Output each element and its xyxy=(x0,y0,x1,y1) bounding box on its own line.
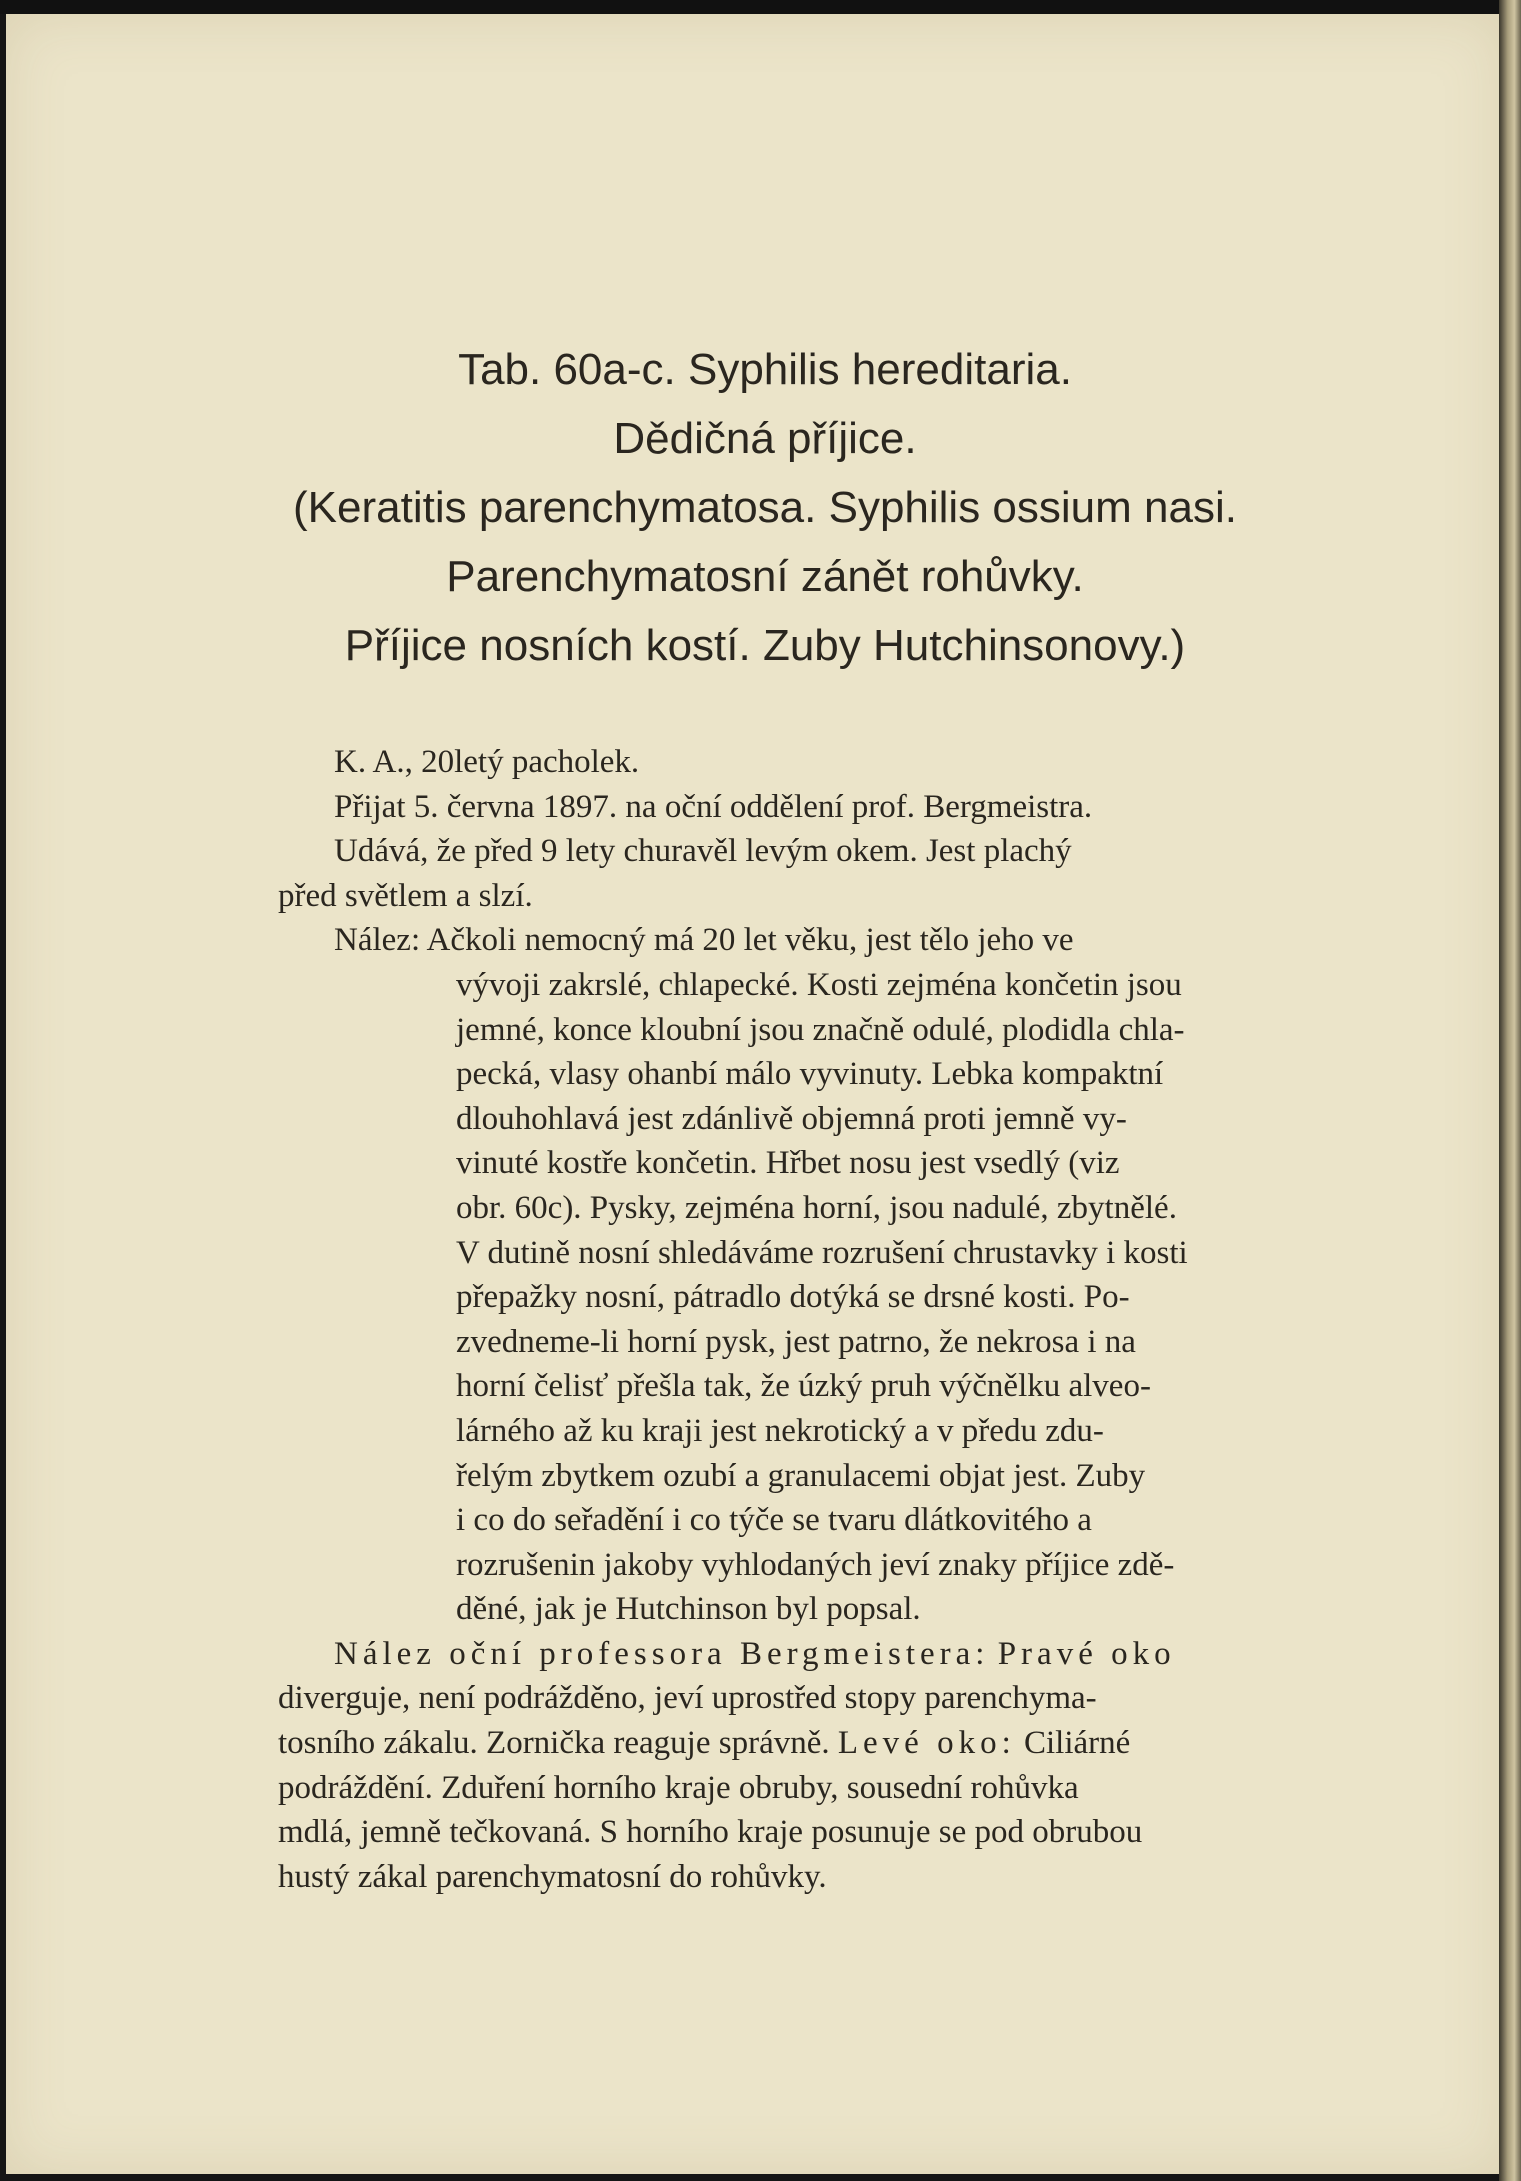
finding-line-11: horní čelisť přešla tak, že úzký pruh výčnělku alveo- xyxy=(456,1368,1151,1405)
title-line-3: (Keratitis parenchymatosa. Syphilis ossium nasi. xyxy=(293,483,1237,532)
eye-finding-line-5: mdlá, jemně tečkovaná. S horního kraje posunuje se pod obrubou xyxy=(278,1814,1143,1851)
finding-line-3: jemné, konce kloubní jsou značně odulé, plodidla chla- xyxy=(456,1011,1185,1048)
eye-finding-line-2: diverguje, není podrážděno, jeví uprostřed stopy parenchyma- xyxy=(278,1680,1097,1717)
eye-finding-text-3a: tosního zákalu. Zornička reaguje správně. xyxy=(278,1725,830,1762)
title-line-4: Parenchymatosní zánět rohůvky. xyxy=(446,552,1084,601)
eye-finding-line-3 xyxy=(278,1721,1348,1766)
finding-line-12: lárného až ku kraji jest nekrotický a v předu zdu- xyxy=(456,1412,1104,1449)
title-line-5: Příjice nosních kostí. Zuby Hutchinsonovy.) xyxy=(344,621,1186,670)
finding-line-4: pecká, vlasy ohanbí málo vyvinuty. Lebka kompaktní xyxy=(456,1056,1164,1093)
history-line-2: před světlem a slzí. xyxy=(278,877,533,914)
finding-line-9: přepažky nosní, pátradlo dotýká se drsné kosti. Po- xyxy=(456,1279,1130,1316)
plate-title-block xyxy=(200,335,1330,680)
finding-line-5: dlouhohlavá jest zdánlivě objemná proti jemně vy- xyxy=(456,1100,1127,1137)
finding-line-7: obr. 60c). Pysky, zejména horní, jsou nadulé, zbytnělé. xyxy=(456,1189,1177,1226)
title-line-2: Dědičná příjice. xyxy=(613,414,917,463)
history-line-1 xyxy=(278,829,1348,874)
title-line-1: Tab. 60a-c. Syphilis hereditaria. xyxy=(458,345,1072,394)
finding-line-10: zvedneme-li horní pysk, jest patrno, že nekrosa i na xyxy=(456,1323,1136,1360)
admission-line: Přijat 5. června 1897. na oční oddělení prof. Bergmeistra. xyxy=(334,788,1093,825)
finding-line-14: i co do seřadění i co týče se tvaru dlátkovitého a xyxy=(456,1502,1092,1539)
eye-finding-line-1 xyxy=(278,1632,1348,1677)
history-text-1: Udává, že před 9 lety churavěl levým okem. Jest plachý xyxy=(334,833,1072,870)
patient-line: K. A., 20letý pacholek. xyxy=(334,744,640,780)
finding-line-1 xyxy=(278,918,1348,963)
eye-finding-text-3b: Ciliárné xyxy=(1024,1725,1131,1762)
case-description xyxy=(278,740,1348,1899)
eye-finding-line-4: podráždění. Zduření horního kraje obruby, sousední rohůvka xyxy=(278,1769,1079,1806)
right-eye-label: Pravé oko xyxy=(997,1635,1176,1672)
finding-line-13: řelým zbytkem ozubí a granulacemi objat jest. Zuby xyxy=(456,1457,1146,1494)
finding-text-1: Ačkoli nemocný má 20 let věku, jest tělo jeho ve xyxy=(426,922,1074,959)
finding-line-2: vývoji zakrslé, chlapecké. Kosti zejména končetin jsou xyxy=(456,966,1182,1003)
finding-line-8: V dutině nosní shledáváme rozrušení chrustavky i kosti xyxy=(456,1234,1188,1271)
finding-line-15: rozrušenin jakoby vyhlodaných jeví znaky příjice zdě- xyxy=(456,1546,1175,1583)
eye-finding-line-6: hustý zákal parenchymatosní do rohůvky. xyxy=(278,1858,827,1895)
eye-finding-label: Nález oční professora Bergmeistera: xyxy=(334,1635,990,1672)
scan-top-edge xyxy=(0,0,1521,14)
left-eye-label: Levé oko: xyxy=(837,1725,1016,1762)
scan-right-edge xyxy=(1499,0,1521,2181)
finding-line-6: vinuté kostře končetin. Hřbet nosu jest vsedlý (viz xyxy=(456,1145,1120,1182)
finding-label: Nález: xyxy=(334,922,421,959)
finding-line-16: děné, jak je Hutchinson byl popsal. xyxy=(456,1591,921,1628)
